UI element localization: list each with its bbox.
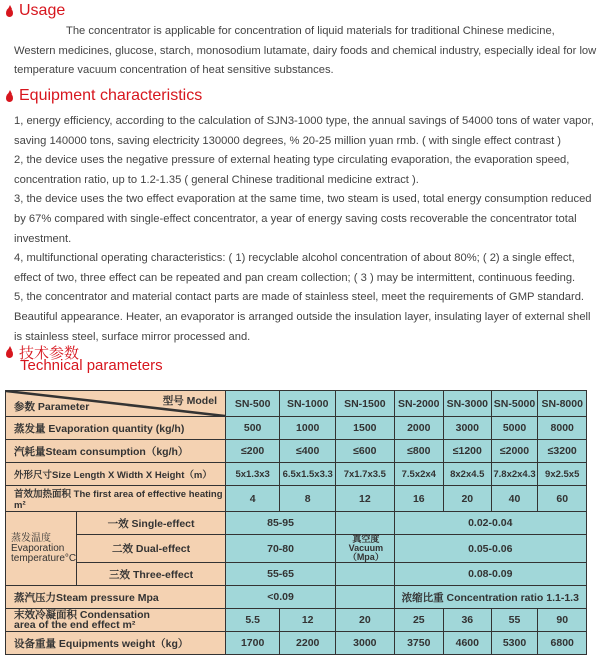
red-drop-icon bbox=[6, 349, 13, 358]
three-effect-label: 三效 Three-effect bbox=[77, 563, 226, 586]
characteristic-item: 1, energy efficiency, according to the calculation of SJN3-1000 type, the annual savings of 54000 tons of water vapor, saving 140000 tons, saving electricity 130000 degrees, % 20-25 million yuan rmb. ( with single effect contrast ) bbox=[14, 115, 594, 147]
table-cell: ≤1200 bbox=[444, 440, 492, 463]
spec-table bbox=[5, 390, 587, 655]
technical-title-en: Technical parameters bbox=[20, 357, 163, 374]
table-cell: ≤800 bbox=[394, 440, 443, 463]
single-effect-temp: 85-95 bbox=[225, 512, 335, 535]
table-cell: 20 bbox=[444, 486, 492, 512]
vacuum-label bbox=[336, 535, 394, 563]
row-label bbox=[6, 609, 226, 632]
table-cell: 90 bbox=[538, 609, 587, 632]
table-cell: 8x2x4.5 bbox=[444, 463, 492, 486]
table-row bbox=[6, 486, 587, 512]
table-cell: 5300 bbox=[491, 632, 538, 655]
characteristics-title: Equipment characteristics bbox=[19, 87, 203, 104]
table-cell: 6800 bbox=[538, 632, 587, 655]
table-row bbox=[6, 563, 587, 586]
table-cell: 55 bbox=[491, 609, 538, 632]
table-cell: 60 bbox=[538, 486, 587, 512]
table-cell: 12 bbox=[336, 486, 394, 512]
table-cell: 9x2.5x5 bbox=[538, 463, 587, 486]
table-cell: 5x1.3x3 bbox=[225, 463, 279, 486]
table-cell: 1500 bbox=[336, 417, 394, 440]
model-header: SN-3000 bbox=[444, 391, 492, 417]
usage-title: Usage bbox=[19, 2, 66, 19]
table-row bbox=[6, 535, 587, 563]
dual-effect-label: 二效 Dual-effect bbox=[77, 535, 226, 563]
row-label: 汽耗量Steam consumption（kg/h） bbox=[6, 440, 226, 463]
table-row bbox=[6, 512, 587, 535]
header-param-label: 参数 Parameter bbox=[14, 401, 90, 413]
table-row bbox=[6, 463, 587, 486]
single-effect-vacuum: 0.02-0.04 bbox=[394, 512, 586, 535]
steam-pressure-value: <0.09 bbox=[225, 586, 335, 609]
table-row bbox=[6, 417, 587, 440]
table-cell: 3000 bbox=[444, 417, 492, 440]
empty-cell bbox=[336, 586, 394, 609]
table-cell: 4600 bbox=[444, 632, 492, 655]
red-drop-icon bbox=[6, 8, 13, 17]
table-cell: ≤3200 bbox=[538, 440, 587, 463]
characteristic-item: 2, the device uses the negative pressure of external heating type circulating evaporation, the evaporation speed, concentration ratio, up to 1.2-1.35 ( general Chinese traditional medicine extract ). bbox=[14, 154, 570, 186]
usage-text: The concentrator is applicable for concentration of liquid materials for traditional Chinese medicine, Western medicines, glucose, starch, monosodium lutamate, dairy foods and chemical industry, especially ideal for low temperature vacuum concentration of heat sensitive substances. bbox=[14, 25, 597, 77]
table-row bbox=[6, 586, 587, 609]
table-row bbox=[6, 632, 587, 655]
table-cell: 8000 bbox=[538, 417, 587, 440]
table-cell: 1000 bbox=[280, 417, 336, 440]
table-cell: 500 bbox=[225, 417, 279, 440]
table-row bbox=[6, 440, 587, 463]
table-header-row bbox=[6, 391, 587, 417]
model-header: SN-5000 bbox=[491, 391, 538, 417]
table-cell: 1700 bbox=[225, 632, 279, 655]
table-cell: 25 bbox=[394, 609, 443, 632]
characteristics-list bbox=[14, 112, 598, 347]
table-cell: 16 bbox=[394, 486, 443, 512]
model-header: SN-1500 bbox=[336, 391, 394, 417]
condensation-label-line1: 末效冷凝面积 Condensation bbox=[14, 609, 150, 621]
header-model-label: 型号 Model bbox=[162, 395, 217, 407]
table-cell: 5000 bbox=[491, 417, 538, 440]
table-cell: 36 bbox=[444, 609, 492, 632]
vacuum-label-en: Vacuum（Mpa） bbox=[347, 543, 384, 562]
table-cell: 6.5x1.5x3.3 bbox=[280, 463, 336, 486]
table-row bbox=[6, 609, 587, 632]
table-cell: 3750 bbox=[394, 632, 443, 655]
table-cell: 7x1.7x3.5 bbox=[336, 463, 394, 486]
table-cell: ≤400 bbox=[280, 440, 336, 463]
table-cell: 2000 bbox=[394, 417, 443, 440]
model-header: SN-2000 bbox=[394, 391, 443, 417]
table-cell: 2200 bbox=[280, 632, 336, 655]
three-effect-temp: 55-65 bbox=[225, 563, 335, 586]
model-header: SN-1000 bbox=[280, 391, 336, 417]
table-cell: 20 bbox=[336, 609, 394, 632]
technical-title-cn: 技术参数 bbox=[19, 344, 80, 362]
characteristics-heading bbox=[6, 87, 202, 105]
three-effect-vacuum: 0.08-0.09 bbox=[394, 563, 586, 586]
vacuum-label-empty bbox=[336, 563, 394, 586]
usage-heading bbox=[6, 2, 65, 20]
table-cell: 5.5 bbox=[225, 609, 279, 632]
vacuum-label-empty bbox=[336, 512, 394, 535]
characteristic-item: 5, the concentrator and material contact parts are made of stainless steel, meet the requirements of GMP standard. Beautiful appearance. Heater, an evaporator is arranged outside the insulation layer, insulating layer of external shell is stainless steel, surface mirror processed and. bbox=[14, 291, 591, 343]
table-cell: 40 bbox=[491, 486, 538, 512]
dual-effect-vacuum: 0.05-0.06 bbox=[394, 535, 586, 563]
row-label: 外形尺寸Size Length X Width X Height（m） bbox=[6, 463, 226, 486]
table-cell: 8 bbox=[280, 486, 336, 512]
table-cell: ≤2000 bbox=[491, 440, 538, 463]
table-cell: 12 bbox=[280, 609, 336, 632]
table-cell: 4 bbox=[225, 486, 279, 512]
table-cell: 3000 bbox=[336, 632, 394, 655]
characteristic-item: 3, the device uses the two effect evaporation at the same time, two steam is used, total energy consumption reduced by 67% compared with single-effect concentrator, a year of energy saving costs recoverable the concentrator total investment. bbox=[14, 193, 592, 245]
row-label: 设备重量 Equipments weight（kg） bbox=[6, 632, 226, 655]
evaporation-temperature-label: 蒸发温度 Evaporation temperature°C bbox=[6, 512, 77, 586]
single-effect-label: 一效 Single-effect bbox=[77, 512, 226, 535]
table-cell: 7.8x2x4.3 bbox=[491, 463, 538, 486]
model-header: SN-8000 bbox=[538, 391, 587, 417]
row-label: 蒸发量 Evaporation quantity (kg/h) bbox=[6, 417, 226, 440]
table-cell: ≤200 bbox=[225, 440, 279, 463]
row-label: 首效加热面积 The first area of effective heating m² bbox=[6, 486, 226, 512]
model-header: SN-500 bbox=[225, 391, 279, 417]
table-cell: 7.5x2x4 bbox=[394, 463, 443, 486]
characteristic-item: 4, multifunctional operating characteristics: ( 1) recyclable alcohol concentration of about 80%; ( 2) a single effect, effect of two, three effect can be repeated and pan cream collection; ( 3 ) may be intermittent, continuous feeding. bbox=[14, 252, 576, 284]
condensation-label-line2: area of the end effect m² bbox=[14, 619, 136, 631]
table-cell: ≤600 bbox=[336, 440, 394, 463]
row-label: 蒸汽压力Steam pressure Mpa bbox=[6, 586, 226, 609]
concentration-ratio: 浓缩比重 Concentration ratio 1.1-1.3 bbox=[394, 586, 586, 609]
header-diagonal-cell bbox=[6, 391, 226, 417]
vacuum-label-cn: 真空度 bbox=[352, 534, 380, 544]
dual-effect-temp: 70-80 bbox=[225, 535, 335, 563]
red-drop-icon bbox=[6, 93, 13, 102]
